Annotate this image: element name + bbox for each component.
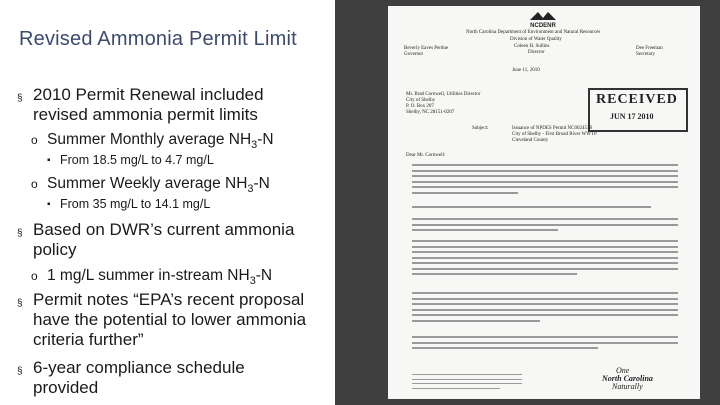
bullet-marker: § xyxy=(17,298,23,309)
letter-paragraph xyxy=(412,164,678,197)
bullet-marker: o xyxy=(31,133,38,147)
north-carolina-naturally-logo: One North Carolina Naturally xyxy=(602,366,653,391)
permit-letter-image: NCDENR North Carolina Department of Environment and Natural Resources Division of Water Quality Beverly Eaves Perdue Governor Coleen H. Sullins Director Dee Freeman Secretary June 11, 2010 Mr. Brad Cornwell, Utilities Director City of Shelby P. O. Box 207 Shelby, NC 28151-0207 RECEIVED JUN 17 2010 Subject: Issuance of NPDES Permit NC0024538 City of Shelby - First Broad River WWTP Cleveland County Dear Mr. Cornwell: One North Carolina Naturally xyxy=(388,6,700,399)
letter-date: June 11, 2010 xyxy=(512,68,540,73)
bullet-marker: § xyxy=(17,228,23,239)
letter-paragraph xyxy=(412,218,678,235)
received-stamp: RECEIVED JUN 17 2010 xyxy=(588,88,688,132)
svg-text:NCDENR: NCDENR xyxy=(530,23,556,28)
bullet-marker: o xyxy=(31,177,38,191)
letter-paragraph xyxy=(412,292,678,325)
letter-paragraph xyxy=(412,336,678,353)
letter-salutation: Dear Mr. Cornwell: xyxy=(406,153,446,158)
letter-paragraph xyxy=(412,206,678,212)
bullet-permit-renewal: § 2010 Permit Renewal included revised ammonia permit limits xyxy=(17,85,264,124)
letter-dept: North Carolina Department of Environment and Natural Resources xyxy=(466,30,601,35)
bullet-marker: § xyxy=(17,93,23,104)
letter-footer-address xyxy=(412,374,522,392)
slide-title: Revised Ammonia Permit Limit xyxy=(19,28,297,50)
ncdenr-logo-icon xyxy=(518,10,568,28)
bullet-marker: o xyxy=(31,269,38,283)
letter-division: Division of Water Quality xyxy=(510,37,562,42)
bullet-marker: ▪ xyxy=(47,155,51,166)
bullet-marker: ▪ xyxy=(47,199,51,210)
letter-paragraph xyxy=(412,240,678,279)
bullet-marker: § xyxy=(17,366,23,377)
